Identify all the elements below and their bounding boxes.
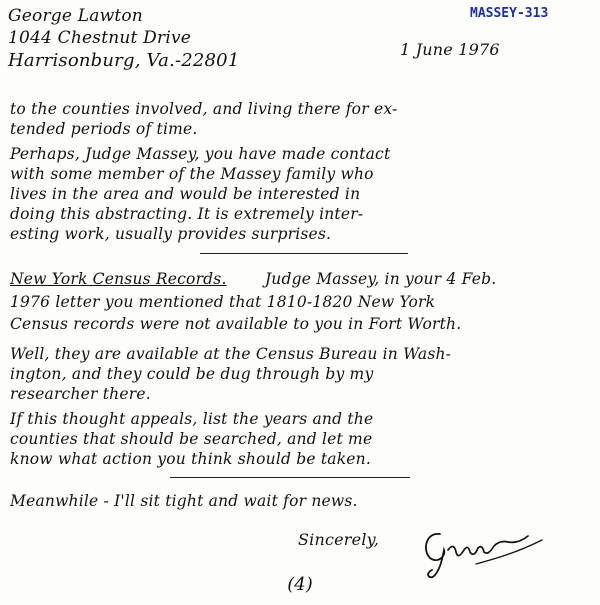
- handwritten-signature: [418, 520, 548, 580]
- body-line: with some member of the Massey family who: [10, 165, 374, 183]
- body-line: esting work, usually provides surprises.: [10, 225, 332, 243]
- sign-off: Sincerely,: [298, 530, 380, 549]
- body-line: researcher there.: [10, 385, 151, 403]
- section-divider: [170, 477, 410, 478]
- page-number: (4): [287, 574, 313, 595]
- body-line: lives in the area and would be interested in: [10, 185, 361, 203]
- body-line: If this thought appeals, list the years and the: [10, 410, 374, 428]
- body-line: Census records were not available to you in Fort Worth.: [10, 315, 462, 333]
- census-title-line: [10, 270, 496, 288]
- body-line: Well, they are available at the Census Bureau in Wash-: [10, 345, 452, 363]
- sender-street: 1044 Chestnut Drive: [8, 28, 192, 48]
- section-divider: [200, 253, 408, 254]
- body-line-rest: Judge Massey, in your 4 Feb.: [264, 270, 497, 288]
- body-line: 1976 letter you mentioned that 1810-1820 New York: [10, 293, 436, 311]
- body-line: Perhaps, Judge Massey, you have made contact: [10, 145, 391, 163]
- sender-city: Harrisonburg, Va.-22801: [8, 50, 240, 71]
- document-id-stamp: MASSEY-313: [470, 6, 549, 21]
- body-line: know what action you think should be taken.: [10, 450, 371, 468]
- body-line: ington, and they could be dug through by my: [10, 365, 374, 383]
- census-section-title: New York Census Records.: [10, 270, 227, 288]
- letter-date: 1 June 1976: [400, 40, 500, 59]
- closing-note: Meanwhile - I'll sit tight and wait for news.: [10, 492, 358, 510]
- body-line: tended periods of time.: [10, 120, 198, 138]
- body-line: counties that should be searched, and let me: [10, 430, 373, 448]
- body-line: to the counties involved, and living there for ex-: [10, 100, 398, 118]
- body-line: doing this abstracting. It is extremely inter-: [10, 205, 364, 223]
- sender-name: George Lawton: [8, 6, 143, 26]
